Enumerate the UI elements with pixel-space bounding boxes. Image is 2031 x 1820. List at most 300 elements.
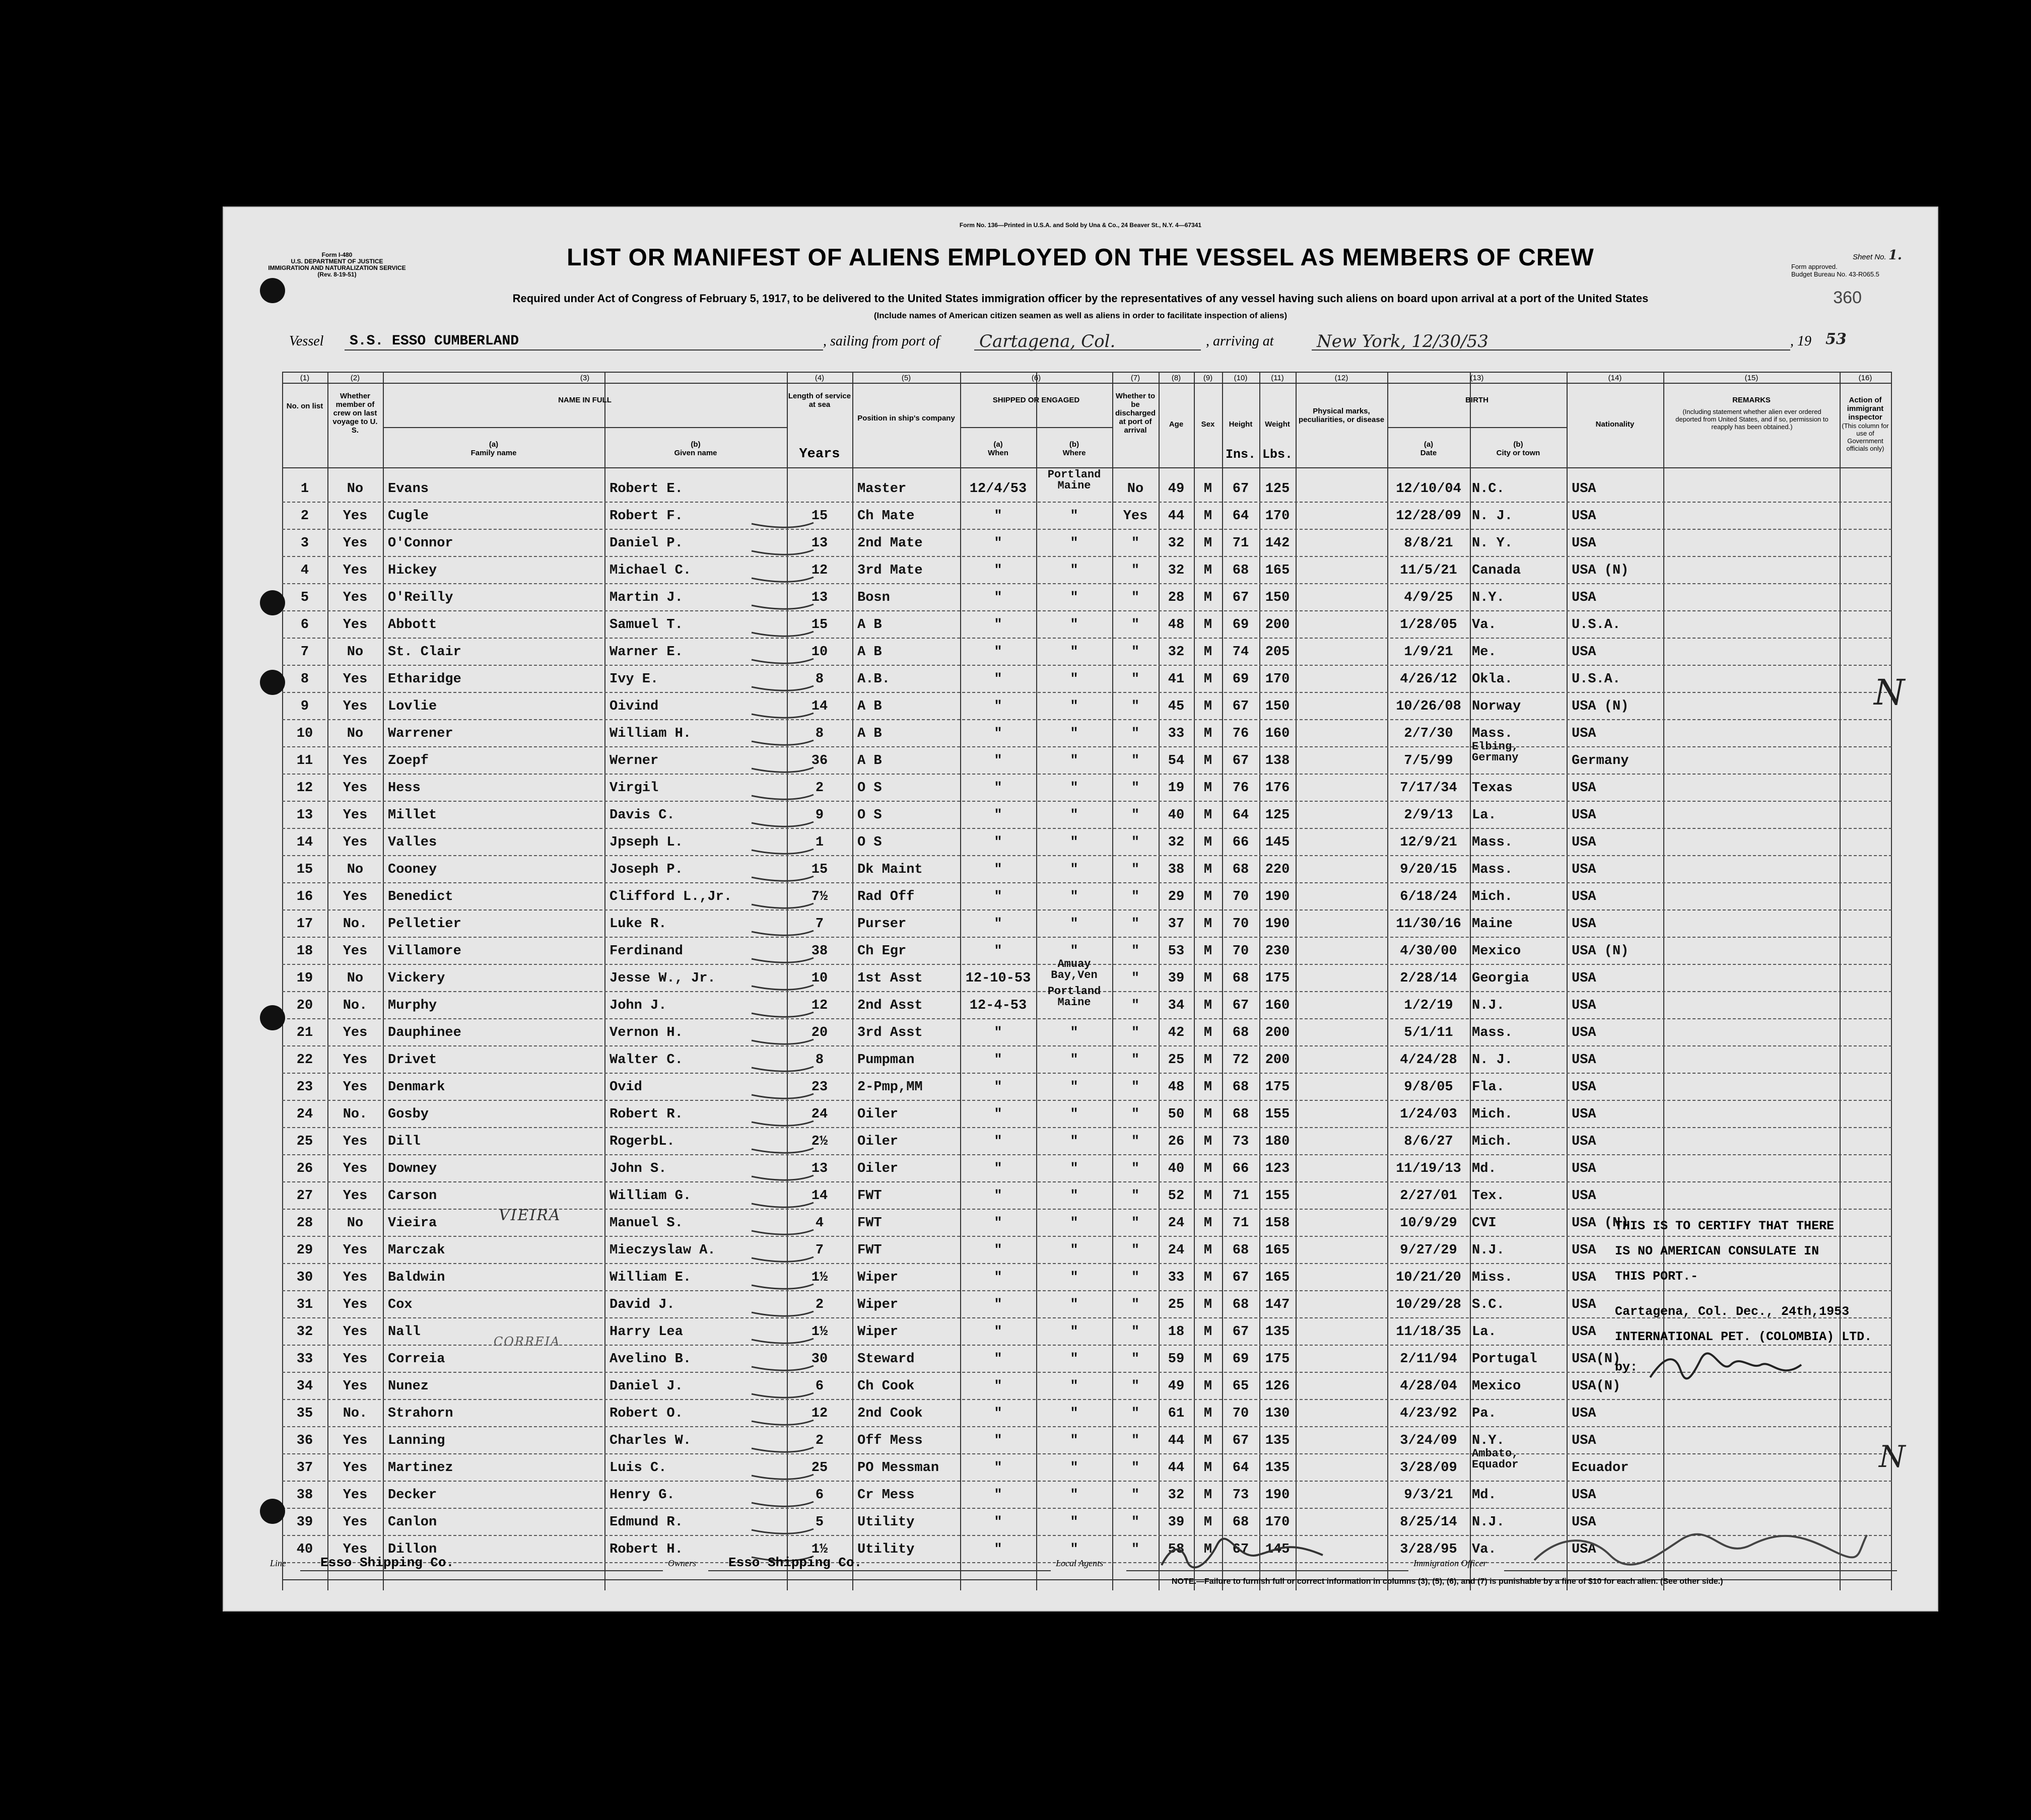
row-divider (282, 638, 1892, 639)
cell-height: 70 (1232, 1406, 1249, 1421)
col-num-3: (3) (580, 374, 590, 382)
cell-where: Amuay Bay,Ven (1051, 958, 1098, 982)
cell-given: Robert H. (610, 1542, 683, 1557)
cell-sex: M (1203, 509, 1212, 524)
cell-weight: 150 (1265, 590, 1290, 605)
cell-family: Strahorn (388, 1406, 453, 1421)
cell-years: 13 (811, 536, 828, 551)
cell-height: 67 (1232, 699, 1249, 714)
cell-weight: 175 (1265, 971, 1290, 986)
cell-given: Luke R. (610, 917, 667, 932)
cell-height: 64 (1232, 808, 1249, 823)
cell-disch: " (1131, 1515, 1140, 1530)
cell-weight: 145 (1265, 1542, 1290, 1557)
years-tick-mark (751, 871, 816, 886)
cell-sex: M (1203, 1107, 1212, 1122)
cell-sex: M (1203, 835, 1212, 850)
cell-when: " (994, 1243, 1002, 1258)
cell-height: 66 (1232, 835, 1249, 850)
cell-birth-city: Pa. (1472, 1406, 1497, 1421)
vessel-label: Vessel (289, 333, 324, 349)
cell-family: Denmark (388, 1080, 445, 1095)
cell-years: 8 (815, 672, 824, 687)
years-tick-mark (751, 1225, 816, 1240)
row-divider (282, 1127, 1892, 1128)
cell-birth-date: 9/20/15 (1400, 862, 1457, 877)
cell-where: " (1070, 1542, 1078, 1557)
cell-weight: 205 (1265, 645, 1290, 660)
cell-given: David J. (610, 1297, 675, 1312)
cell-disch: " (1131, 563, 1140, 578)
cell-years: 10 (811, 645, 828, 660)
cell-birth-city: Fla. (1472, 1080, 1505, 1095)
cell-last: No (347, 1216, 364, 1231)
cell-birth-date: 11/30/16 (1396, 917, 1461, 932)
cell-when: " (994, 1188, 1002, 1204)
form-approved-note: Form approved. Budget Bureau No. 43-R065.5 (1791, 263, 1879, 278)
cell-birth-city: N.J. (1472, 998, 1505, 1013)
cell-family: Cooney (388, 862, 437, 877)
cell-age: 44 (1168, 1460, 1185, 1476)
cell-no: 17 (296, 917, 313, 932)
cell-height: 73 (1232, 1488, 1249, 1503)
punch-hole (260, 670, 285, 695)
cell-sex: M (1203, 998, 1212, 1013)
cell-disch: " (1131, 617, 1140, 633)
cell-age: 48 (1168, 1080, 1185, 1095)
cell-no: 23 (296, 1080, 313, 1095)
cell-position: Utility (857, 1542, 915, 1557)
cell-disch: " (1131, 645, 1140, 660)
punch-hole (260, 1499, 285, 1524)
cell-birth-date: 10/29/28 (1396, 1297, 1461, 1312)
cell-position: A.B. (857, 672, 890, 687)
cell-nationality: USA (1572, 808, 1596, 823)
cell-nationality: USA (1572, 481, 1596, 497)
footer-note: NOTE.—Failure to furnish full or correct information in columns (3), (5), (6), and (7) is punishable by a fine of $10 for each alien. (See other side.) (1172, 1577, 1723, 1586)
cell-given: Ferdinand (610, 944, 683, 959)
cell-position: Pumpman (857, 1053, 915, 1068)
cell-last: Yes (343, 1188, 368, 1204)
cell-nationality: U.S.A. (1572, 617, 1621, 633)
cell-given: Robert E. (610, 481, 683, 497)
cell-no: 39 (296, 1515, 313, 1530)
cell-birth-date: 4/28/04 (1400, 1379, 1457, 1394)
cell-nationality: USA (1572, 1297, 1596, 1312)
cell-birth-date: 6/18/24 (1400, 889, 1457, 904)
cell-birth-city: Va. (1472, 1542, 1497, 1557)
cell-last: No. (343, 998, 368, 1013)
cell-family: Baldwin (388, 1270, 445, 1285)
cell-no: 24 (296, 1107, 313, 1122)
cell-when: " (994, 509, 1002, 524)
cell-age: 32 (1168, 563, 1185, 578)
cell-last: Yes (343, 781, 368, 796)
cell-nationality: USA (1572, 1161, 1596, 1176)
years-tick-mark (751, 1279, 816, 1294)
cell-years: 8 (815, 726, 824, 741)
cell-birth-date: 1/24/03 (1400, 1107, 1457, 1122)
cell-when: " (994, 781, 1002, 796)
cell-birth-date: 1/28/05 (1400, 617, 1457, 633)
cell-disch: " (1131, 1406, 1140, 1421)
cell-birth-date: 4/26/12 (1400, 672, 1457, 687)
cell-when: " (994, 835, 1002, 850)
cell-years: 9 (815, 808, 824, 823)
cell-disch: " (1131, 781, 1140, 796)
cell-last: Yes (343, 536, 368, 551)
cell-given: Daniel P. (610, 536, 683, 551)
cell-height: 68 (1232, 1515, 1249, 1530)
cell-where: " (1070, 1270, 1078, 1285)
cell-disch: No (1127, 481, 1144, 497)
header-when: (a) When (988, 440, 1008, 457)
cell-sex: M (1203, 645, 1212, 660)
certification-line-3: THIS PORT.- (1615, 1269, 1699, 1284)
cell-birth-city: Elbing, Germany (1472, 740, 1519, 764)
years-tick-mark (751, 626, 816, 642)
cell-birth-city: N. J. (1472, 509, 1513, 524)
cell-age: 24 (1168, 1243, 1185, 1258)
cell-last: Yes (343, 563, 368, 578)
header-birth: BIRTH (1465, 396, 1488, 404)
cell-weight: 190 (1265, 917, 1290, 932)
cell-where: " (1070, 1406, 1078, 1421)
cell-where: " (1070, 1161, 1078, 1176)
cell-birth-date: 8/8/21 (1404, 536, 1453, 551)
cell-years: 7 (815, 1243, 824, 1258)
cell-sex: M (1203, 1297, 1212, 1312)
cell-years: 13 (811, 590, 828, 605)
cell-weight: 230 (1265, 944, 1290, 959)
cell-given: William E. (610, 1270, 692, 1285)
sheet-stamp-number: 360 (1833, 288, 1862, 307)
cell-where: " (1070, 862, 1078, 877)
row-divider (282, 909, 1892, 911)
cell-last: Yes (343, 889, 368, 904)
cell-disch: " (1131, 1379, 1140, 1394)
cell-family: Martinez (388, 1460, 453, 1476)
cell-family: Marczak (388, 1243, 445, 1258)
cell-birth-city: S.C. (1472, 1297, 1505, 1312)
cell-given: Luis C. (610, 1460, 667, 1476)
header-inches: Ins. (1225, 447, 1256, 462)
cell-no: 10 (296, 726, 313, 741)
cell-sex: M (1203, 1433, 1212, 1448)
cell-nationality: USA (1572, 1243, 1596, 1258)
cell-no: 3 (300, 536, 309, 551)
cell-disch: " (1131, 1460, 1140, 1476)
cell-sex: M (1203, 617, 1212, 633)
cell-last: Yes (343, 1134, 368, 1149)
col-num-14: (14) (1608, 374, 1622, 382)
cell-last: No. (343, 1107, 368, 1122)
cell-age: 40 (1168, 1161, 1185, 1176)
cell-sex: M (1203, 1080, 1212, 1095)
cell-where: " (1070, 944, 1078, 959)
row-divider (282, 1100, 1892, 1101)
cell-no: 7 (300, 645, 309, 660)
cell-height: 71 (1232, 1188, 1249, 1204)
cell-given: Charles W. (610, 1433, 692, 1448)
footer-owners-label: Owners (668, 1558, 697, 1568)
cell-given: Mieczyslaw A. (610, 1243, 716, 1258)
cell-disch: " (1131, 835, 1140, 850)
cell-years: 12 (811, 1406, 828, 1421)
cell-height: 68 (1232, 1243, 1249, 1258)
row-divider (282, 937, 1892, 938)
cell-sex: M (1203, 672, 1212, 687)
cell-last: Yes (343, 1433, 368, 1448)
cell-last: Yes (343, 1080, 368, 1095)
cell-given: Harry Lea (610, 1324, 683, 1340)
cell-where: " (1070, 1188, 1078, 1204)
cell-disch: " (1131, 1161, 1140, 1176)
cell-given: William H. (610, 726, 692, 741)
cell-height: 64 (1232, 1460, 1249, 1476)
cell-position: FWT (857, 1216, 882, 1231)
header-shipped-engaged: SHIPPED OR ENGAGED (992, 396, 1080, 404)
footer-agents-label: Local Agents (1056, 1558, 1104, 1568)
cell-given: Manuel S. (610, 1216, 683, 1231)
years-tick-mark (751, 1089, 816, 1104)
cell-given: John S. (610, 1161, 667, 1176)
cell-sex: M (1203, 1025, 1212, 1040)
cell-position: Wiper (857, 1324, 899, 1340)
cell-nationality: USA (1572, 971, 1596, 986)
vessel-line (289, 330, 1901, 354)
cell-birth-city: Okla. (1472, 672, 1513, 687)
cell-no: 5 (300, 590, 309, 605)
cell-age: 49 (1168, 481, 1185, 497)
row-divider (282, 882, 1892, 883)
years-tick-mark (751, 762, 816, 778)
cell-birth-city: Mich. (1472, 889, 1513, 904)
correia-correction: CORREIA (494, 1335, 561, 1349)
cell-birth-city: Texas (1472, 781, 1513, 796)
cell-sex: M (1203, 1134, 1212, 1149)
cell-given: Jpseph L. (610, 835, 683, 850)
cell-last: Yes (343, 1460, 368, 1476)
cell-height: 65 (1232, 1379, 1249, 1394)
cell-where: " (1070, 781, 1078, 796)
row-divider (282, 1399, 1892, 1400)
sailing-port: Cartagena, Col. (979, 331, 1116, 352)
cell-last: Yes (343, 835, 368, 850)
years-tick-mark (751, 681, 816, 696)
col-num-6: (6) (1031, 374, 1041, 382)
footer-line-label: Line (270, 1558, 287, 1568)
cell-disch: " (1131, 917, 1140, 932)
cell-birth-city: CVI (1472, 1216, 1497, 1231)
cell-age: 52 (1168, 1188, 1185, 1204)
cell-disch: " (1131, 944, 1140, 959)
cell-birth-city: Mass. (1472, 835, 1513, 850)
cell-given: William G. (610, 1188, 692, 1204)
col-num-12: (12) (1334, 374, 1348, 382)
row-divider (282, 1018, 1892, 1019)
cell-age: 19 (1168, 781, 1185, 796)
years-tick-mark (751, 817, 816, 832)
cell-age: 44 (1168, 1433, 1185, 1448)
cell-family: Pelletier (388, 917, 461, 932)
row-divider (282, 583, 1892, 584)
cell-family: Drivet (388, 1053, 437, 1068)
cell-birth-city: N.Y. (1472, 1433, 1505, 1448)
cell-birth-city: N.C. (1472, 481, 1505, 497)
certification-line-1: THIS IS TO CERTIFY THAT THERE (1615, 1219, 1835, 1233)
cell-position: A B (857, 726, 882, 741)
row-divider (282, 801, 1892, 802)
cell-age: 39 (1168, 971, 1185, 986)
cell-sex: M (1203, 889, 1212, 904)
cell-birth-date: 12/28/09 (1396, 509, 1461, 524)
cell-birth-date: 11/18/35 (1396, 1324, 1461, 1340)
inspector-mark: N (1874, 672, 1905, 713)
row-divider (282, 556, 1892, 557)
cell-disch: " (1131, 998, 1140, 1013)
cell-given: Martin J. (610, 590, 683, 605)
cell-when: " (994, 1379, 1002, 1394)
cell-family: Valles (388, 835, 437, 850)
cell-age: 61 (1168, 1406, 1185, 1421)
cell-no: 14 (296, 835, 313, 850)
cell-weight: 170 (1265, 1515, 1290, 1530)
header-name-in-full: NAME IN FULL (558, 396, 612, 404)
cell-birth-date: 2/27/01 (1400, 1188, 1457, 1204)
cell-given: Robert O. (610, 1406, 683, 1421)
cell-when: " (994, 1433, 1002, 1448)
cell-years: 12 (811, 563, 828, 578)
cell-birth-city: Mexico (1472, 944, 1521, 959)
cell-years: 2 (815, 1433, 824, 1448)
cell-birth-date: 2/9/13 (1404, 808, 1453, 823)
cell-disch: " (1131, 726, 1140, 741)
cell-no: 16 (296, 889, 313, 904)
cell-given: Henry G. (610, 1488, 675, 1503)
cell-nationality: USA (1572, 835, 1596, 850)
cell-where: " (1070, 917, 1078, 932)
header-position: Position in ship's company (857, 414, 955, 423)
cell-family: Cugle (388, 509, 429, 524)
years-tick-mark (751, 898, 816, 914)
cell-family: Dauphinee (388, 1025, 461, 1040)
cell-family: Dillon (388, 1542, 437, 1557)
cell-weight: 135 (1265, 1433, 1290, 1448)
cell-birth-date: 3/28/09 (1400, 1460, 1457, 1476)
cell-when: " (994, 1080, 1002, 1095)
cell-years: 36 (811, 753, 828, 768)
cell-weight: 150 (1265, 699, 1290, 714)
cell-family: Lanning (388, 1433, 445, 1448)
cell-age: 41 (1168, 672, 1185, 687)
header-length-of-service: Length of service at sea (788, 392, 851, 409)
cell-where: " (1070, 536, 1078, 551)
footer-owners-value: Esso Shipping Co. (728, 1555, 862, 1570)
cell-sex: M (1203, 1324, 1212, 1340)
cell-when: " (994, 1270, 1002, 1285)
cell-family: Gosby (388, 1107, 429, 1122)
header-inspector-action: Action of immigrant inspector (1847, 396, 1884, 422)
years-tick-mark (751, 1442, 816, 1457)
cell-years: 5 (815, 1515, 824, 1530)
punch-hole (260, 278, 285, 303)
cell-given: Samuel T. (610, 617, 683, 633)
cell-nationality: USA (1572, 889, 1596, 904)
cell-nationality: USA (N) (1572, 944, 1629, 959)
cell-nationality: USA (1572, 590, 1596, 605)
cell-when: " (994, 1107, 1002, 1122)
cell-disch: " (1131, 536, 1140, 551)
cell-years: 8 (815, 1053, 824, 1068)
cell-last: Yes (343, 1161, 368, 1176)
arriving-label: , arriving at (1206, 333, 1274, 349)
cell-family: Hickey (388, 563, 437, 578)
sailing-label: , sailing from port of (823, 333, 940, 349)
row-divider (282, 1045, 1892, 1046)
cell-family: Evans (388, 481, 429, 497)
cell-position: 2nd Mate (857, 536, 923, 551)
cell-family: Benedict (388, 889, 453, 904)
cell-where: " (1070, 726, 1078, 741)
cell-position: 2nd Asst (857, 998, 923, 1013)
cell-no: 20 (296, 998, 313, 1013)
cell-last: Yes (343, 1488, 368, 1503)
cell-birth-city: Norway (1472, 699, 1521, 714)
cell-when: " (994, 889, 1002, 904)
header-inspector-note: (This column for use of Government officials only) (1842, 422, 1889, 452)
cell-no: 34 (296, 1379, 313, 1394)
cell-birth-city: Tex. (1472, 1188, 1505, 1204)
cell-nationality: USA (N) (1572, 1216, 1629, 1231)
cell-weight: 155 (1265, 1107, 1290, 1122)
row-divider (282, 1154, 1892, 1155)
cell-disch: " (1131, 672, 1140, 687)
cell-where: " (1070, 617, 1078, 633)
cell-birth-date: 4/30/00 (1400, 944, 1457, 959)
cell-no: 35 (296, 1406, 313, 1421)
cell-years: 2½ (811, 1134, 828, 1149)
cell-position: 3rd Asst (857, 1025, 923, 1040)
cell-no: 21 (296, 1025, 313, 1040)
cell-birth-city: Me. (1472, 645, 1497, 660)
cell-height: 67 (1232, 1270, 1249, 1285)
cell-sex: M (1203, 1243, 1212, 1258)
cell-where: " (1070, 1216, 1078, 1231)
cell-nationality: USA (1572, 1270, 1596, 1285)
cell-years: 4 (815, 1216, 824, 1231)
row-divider (282, 502, 1892, 503)
consulate-certification (1615, 1214, 1902, 1385)
cell-weight: 135 (1265, 1324, 1290, 1340)
cell-last: Yes (343, 617, 368, 633)
cell-where: " (1070, 808, 1078, 823)
cell-height: 67 (1232, 1542, 1249, 1557)
cell-position: 1st Asst (857, 971, 923, 986)
cell-disch: " (1131, 1107, 1140, 1122)
row-divider (282, 610, 1892, 611)
cell-position: Ch Egr (857, 944, 907, 959)
cell-when: " (994, 1324, 1002, 1340)
row-divider (282, 1073, 1892, 1074)
cell-years: 30 (811, 1352, 828, 1367)
cell-age: 32 (1168, 536, 1185, 551)
cell-no: 4 (300, 563, 309, 578)
cell-weight: 200 (1265, 1053, 1290, 1068)
cell-sex: M (1203, 1352, 1212, 1367)
cell-height: 68 (1232, 1080, 1249, 1095)
cell-nationality: USA (1572, 781, 1596, 796)
